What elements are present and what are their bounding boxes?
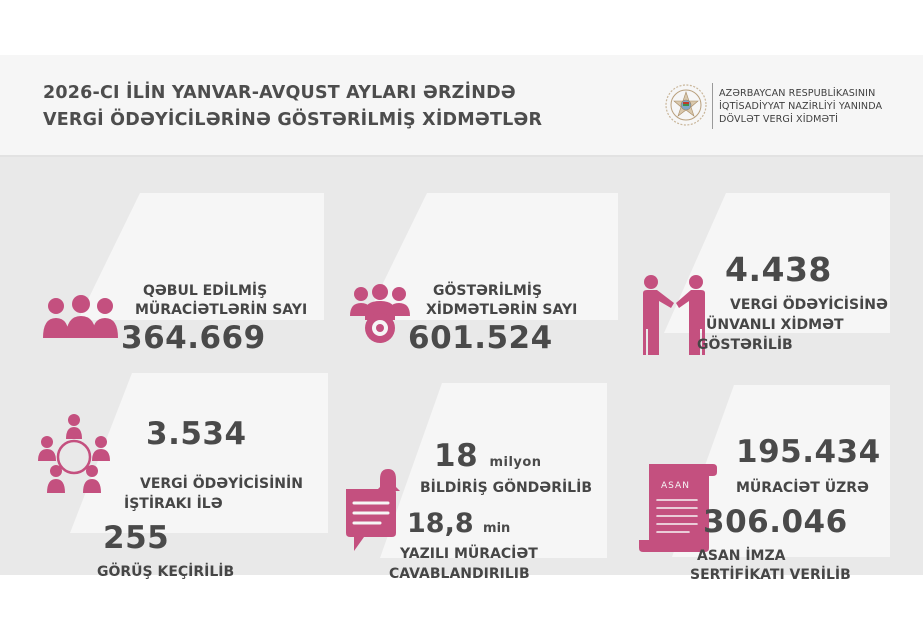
title-line-2: VERGİ ÖDƏYİCİLƏRİNƏ GÖSTƏRİLMİŞ XİDMƏTLƏR [43,110,543,130]
meeting-table-icon [36,413,112,499]
written-requests-number: 18,8 [407,508,474,539]
asan-certificates-label-1: ASAN İMZA [697,548,786,564]
services-label-1: GÖSTƏRİLMİŞ [433,283,543,299]
header [0,55,923,157]
asan-certificates-value: 306.046 [703,504,848,540]
meetings-participants-value: 3.534 [146,416,247,452]
applications-value: 364.669 [121,320,266,356]
targeted-service-value: 4.438 [725,250,832,289]
written-requests-unit: min [483,521,511,536]
meetings-label-2: İŞTİRAKI İLƏ [124,496,223,512]
asan-requests-value: 195.434 [736,434,881,470]
targeted-service-label-2: ÜNVANLI XİDMƏT [706,317,844,333]
title-line-1: 2026-CI İLİN YANVAR-AVQUST AYLARI ƏRZİNDƏ [43,83,516,103]
people-gear-icon [347,282,413,348]
notifications-number: 18 [434,438,479,474]
asan-card-text: ASAN [661,481,690,491]
targeted-service-label-1: VERGİ ÖDƏYİCİSİNƏ [730,297,888,313]
notifications-label: BİLDİRİŞ GÖNDƏRİLİB [420,480,592,496]
meetings-value: 255 [103,520,170,556]
applications-label-2: MÜRACİƏTLƏRİN SAYI [135,302,308,318]
org-line-3: DÖVLƏT VERGİ XİDMƏTİ [719,114,839,125]
services-label-2: XİDMƏTLƏRİN SAYI [426,302,578,318]
org-line-2: İQTİSADİYYAT NAZİRLİYİ YANINDA [719,101,883,112]
services-value: 601.524 [408,320,553,356]
written-requests-label-2: CAVABLANDIRILIB [389,566,530,582]
org-divider [712,83,713,129]
asan-requests-label: MÜRACİƏT ÜZRƏ [736,480,869,496]
notifications-value [434,438,542,474]
notification-message-icon [344,467,412,553]
infographic [0,55,923,583]
written-requests-label-1: YAZILI MÜRACİƏT [400,546,538,562]
written-requests-value [407,508,510,539]
meetings-label-1: VERGİ ÖDƏYİCİSİNİN [140,476,303,492]
applications-label-1: QƏBUL EDİLMİŞ [143,283,268,299]
emblem-icon [664,83,708,127]
people-group-icon [42,292,120,340]
org-line-1: AZƏRBAYCAN RESPUBLİKASININ [719,88,876,99]
asan-certificates-label-2: SERTİFİKATI VERİLİB [690,567,851,583]
meetings-label-3: GÖRÜŞ KEÇİRİLİB [97,564,235,580]
targeted-service-label-3: GÖSTƏRİLİB [697,337,793,353]
notifications-unit: milyon [489,455,542,470]
